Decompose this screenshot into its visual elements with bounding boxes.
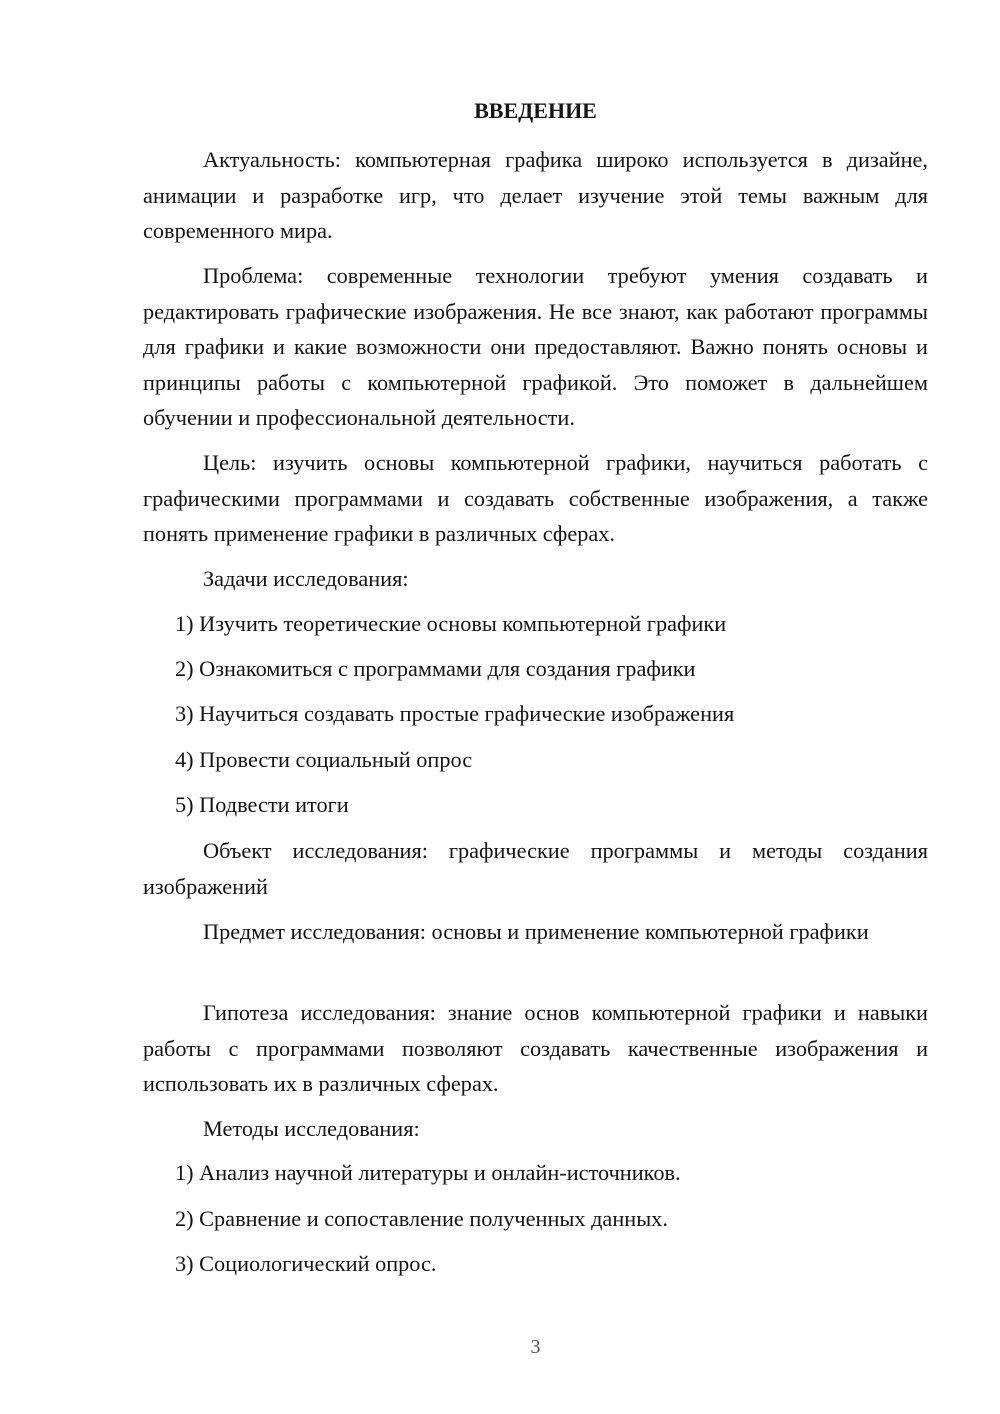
- task-item: 4) Провести социальный опрос: [175, 747, 473, 772]
- task-item: 3) Научиться создавать простые графические изображения: [175, 701, 735, 726]
- problem-paragraph: Проблема: современные технологии требуют умения создавать и редактировать графические изображения. Не все знают, как работают программы для графики и какие возможности они предоставляют. Важно понять основы и принципы работы с компьютерной графикой. Это поможет в дальнейшем обучении и профессиональной деятельности.: [143, 263, 928, 430]
- goal-paragraph: Цель: изучить основы компьютерной графики, научиться работать с графическими программами и создавать собственные изображения, а также понять применение графики в различных сферах.: [143, 450, 928, 546]
- hypothesis-paragraph: Гипотеза исследования: знание основ компьютерной графики и навыки работы с программами позволяют создавать качественные изображения и использовать их в различных сферах.: [143, 1000, 928, 1096]
- task-item: 5) Подвести итоги: [175, 792, 349, 817]
- page-number: 3: [530, 1336, 541, 1358]
- task-item: 1) Изучить теоретические основы компьютерной графики: [175, 611, 727, 636]
- method-item: 2) Сравнение и сопоставление полученных данных.: [175, 1206, 668, 1231]
- page-title: ВВЕДЕНИЕ: [474, 98, 597, 123]
- method-item: 1) Анализ научной литературы и онлайн-источников.: [175, 1160, 681, 1185]
- relevance-paragraph: Актуальность: компьютерная графика широко используется в дизайне, анимации и разработке игр, что делает изучение этой темы важным для современного мира.: [143, 147, 928, 243]
- object-paragraph: Объект исследования: графические программы и методы создания изображений: [143, 838, 928, 899]
- task-item: 2) Ознакомиться с программами для создания графики: [175, 656, 696, 681]
- methods-heading: Методы исследования:: [203, 1116, 420, 1141]
- tasks-heading: Задачи исследования:: [203, 566, 409, 591]
- method-item: 3) Социологический опрос.: [175, 1251, 437, 1276]
- subject-paragraph: Предмет исследования: основы и применение компьютерной графики: [203, 919, 869, 944]
- document-page: [143, 0, 928, 1414]
